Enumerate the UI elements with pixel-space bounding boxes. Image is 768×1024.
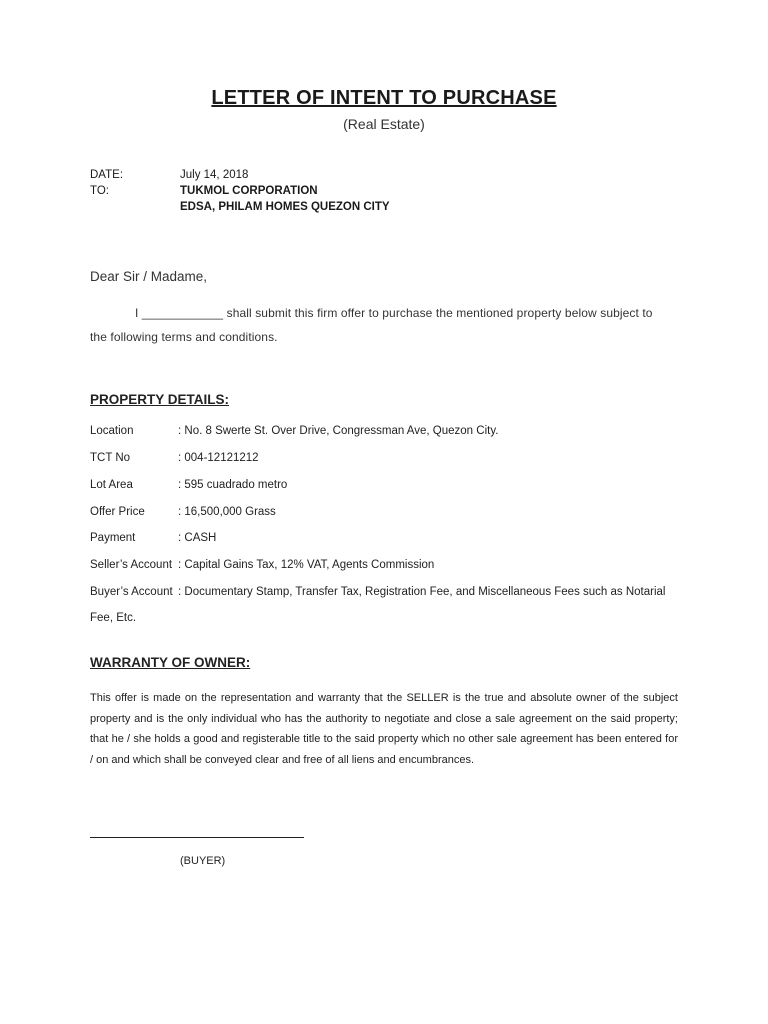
detail-value: : Capital Gains Tax, 12% VAT, Agents Commission [178,559,435,571]
detail-label: Payment [90,532,136,544]
to-address-row [90,201,390,213]
detail-label: Seller’s Account [90,559,173,571]
warranty-paragraph: This offer is made on the representation and warranty that the SELLER is the true and absolute owner of the subject property and is the only individual who has the authority to negotiate and close a sale agreement on the said property; that he / she holds a good and registerable title to the said property which no other sale agreement has been entered for / on and which shall be conveyed clear and free of all liens and encumbrances. [90,692,678,766]
detail-row-buyers-account [90,586,668,598]
detail-value: : Documentary Stamp, Transfer Tax, Registration Fee, and Miscellaneous Fees such as Notarial [178,586,666,598]
to-row [90,185,318,197]
date-value: July 14, 2018 [180,169,249,181]
detail-value: : CASH [178,532,217,544]
detail-label: Location [90,425,134,437]
document-title: LETTER OF INTENT TO PURCHASE [211,87,557,109]
to-label: TO: [90,185,109,197]
detail-value: : No. 8 Swerte St. Over Drive, Congressman Ave, Quezon City. [178,425,499,437]
salutation: Dear Sir / Madame, [90,269,208,284]
detail-row-tct [90,452,668,464]
buyers-account-continuation: Fee, Etc. [90,612,137,624]
date-row [90,169,248,181]
property-details-heading: PROPERTY DETAILS: [90,392,230,407]
recipient-name: TUKMOL CORPORATION [180,185,318,197]
detail-row-sellers-account [90,559,668,571]
detail-row-location [90,425,668,437]
detail-value: : 004-12121212 [178,452,259,464]
detail-label: TCT No [90,452,131,464]
detail-value: : 16,500,000 Grass [178,506,276,518]
date-label: DATE: [90,169,124,181]
detail-row-lot-area [90,479,668,491]
detail-value: : 595 cuadrado metro [178,479,288,491]
detail-label: Lot Area [90,479,133,491]
detail-row-offer-price [90,506,668,518]
detail-label: Offer Price [90,506,145,518]
detail-label: Buyer’s Account [90,586,173,598]
intro-line-1: I ____________ shall submit this firm offer to purchase the mentioned property below subject to [135,306,653,320]
intro-line-2: the following terms and conditions. [90,330,278,344]
recipient-address: EDSA, PHILAM HOMES QUEZON CITY [180,201,390,213]
detail-row-payment [90,532,668,544]
warranty-heading: WARRANTY OF OWNER: [90,655,251,670]
signature-label: (BUYER) [180,855,226,867]
document-subtitle: (Real Estate) [343,116,425,132]
signature-line [90,837,304,838]
